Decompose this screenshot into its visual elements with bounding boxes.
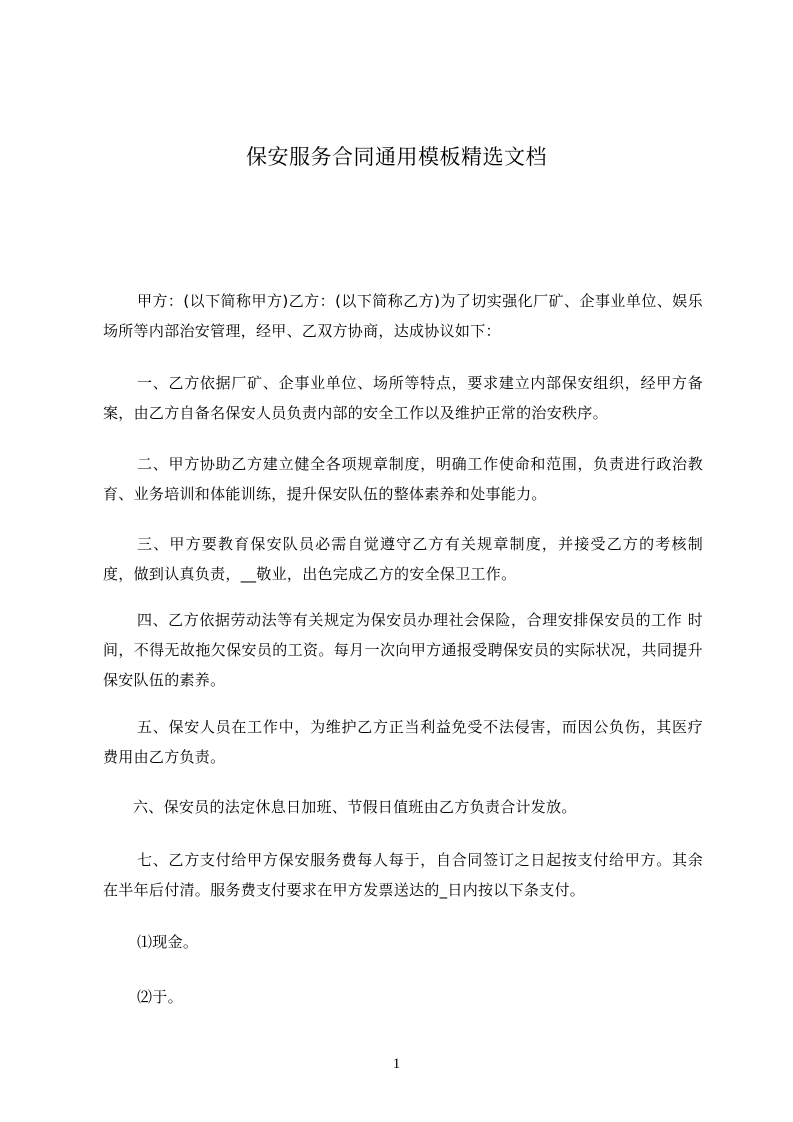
document-title: 保安服务合同通用模板精选文档 — [246, 145, 547, 169]
clause-1-paragraph: 一、乙方依据厂矿、企事业单位、场所等特点，要求建立内部保安组织，经甲方备案，由乙方自备名保安人员负责内部的安全工作以及维护正常的治安秩序。 — [103, 374, 703, 422]
intro-paragraph: 甲方：(以下简称甲方)乙方：(以下简称乙方)为了切实强化厂矿、企事业单位、娱乐场所等内部治安管理，经甲、乙双方协商，达成协议如下： — [103, 292, 703, 340]
clause-6-paragraph: 六、保安员的法定休息日加班、节假日值班由乙方负责合计发放。 — [133, 798, 577, 816]
page-number: 1 — [392, 1056, 401, 1072]
payment-item-2: ⑵于。 — [137, 988, 183, 1006]
clause-7-paragraph: 七、乙方支付给甲方保安服务费每人每于，自合同签订之日起按支付给甲方。其余在半年后付清。服务费支付要求在甲方发票送达的_日内按以下条支付。 — [103, 851, 703, 899]
clause-4-paragraph: 四、乙方依据劳动法等有关规定为保安员办理社会保险，合理安排保安员的工作 时间，不得无故拖欠保安员的工资。每月一次向甲方通报受聘保安员的实际状况，共同提升保安队伍的素养。 — [103, 611, 703, 689]
clause-5-paragraph: 五、保安人员在工作中，为维护乙方正当利益免受不法侵害，而因公负伤，其医疗费用由乙方负责。 — [103, 718, 703, 766]
clause-2-paragraph: 二、甲方协助乙方建立健全各项规章制度，明确工作使命和范围，负责进行政治教育、业务培训和体能训练，提升保安队伍的整体素养和处事能力。 — [103, 455, 703, 503]
clause-3-paragraph: 三、甲方要教育保安队员必需自觉遵守乙方有关规章制度，并接受乙方的考核制度，做到认真负责，__敬业，出色完成乙方的安全保卫工作。 — [103, 535, 703, 583]
payment-item-1: ⑴现金。 — [137, 933, 199, 951]
